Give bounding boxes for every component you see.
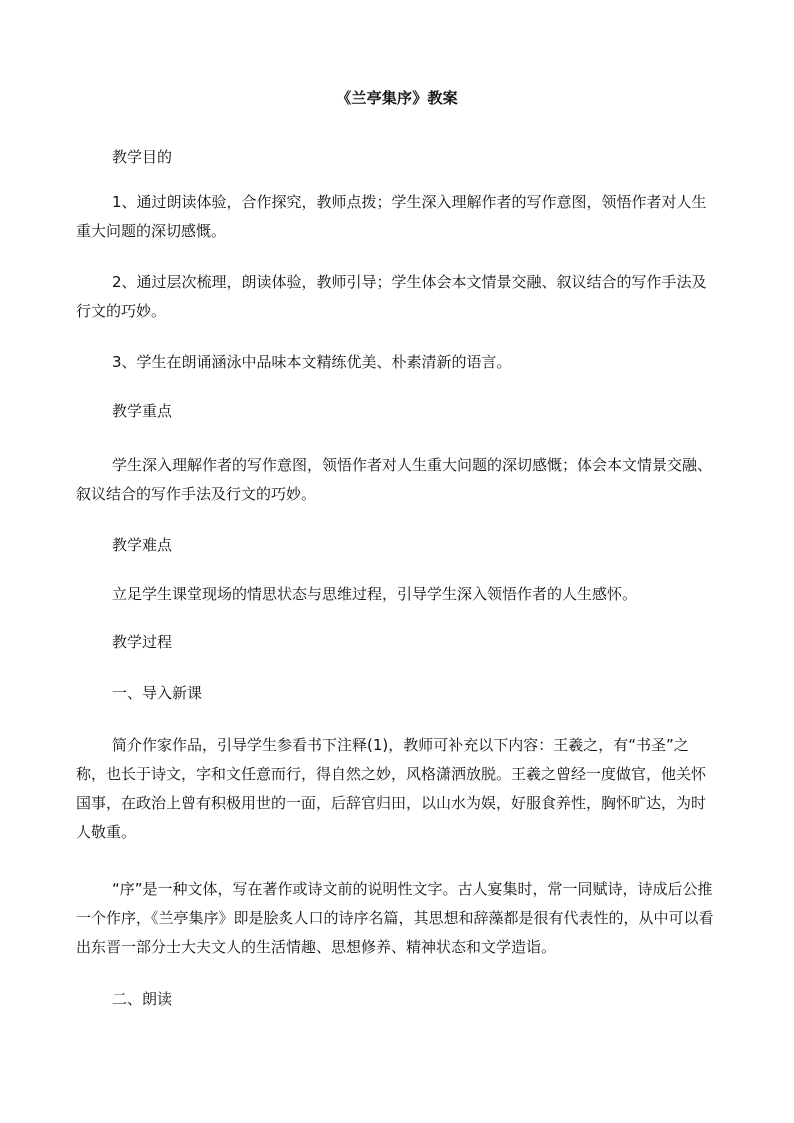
- key-points-text: 学生深入理解作者的写作意图，领悟作者对人生重大问题的深切感慨；体会本文情景交融、叙议结合的写作手法及行文的巧妙。: [76, 456, 713, 503]
- objective-3: 3、学生在朗诵涵泳中品味本文精练优美、朴素清新的语言。: [112, 353, 512, 371]
- key-points-heading: 教学重点: [112, 402, 173, 420]
- document-title: 《兰亭集序》教案: [336, 89, 458, 107]
- objectives-heading: 教学目的: [112, 148, 173, 166]
- objective-2: 2、通过层次梳理，朗读体验，教师引导；学生体会本文情景交融、叙议结合的写作手法及行文的巧妙。: [76, 273, 707, 320]
- objective-1: 1、通过朗读体验，合作探究，教师点拨；学生深入理解作者的写作意图，领悟作者对人生重大问题的深切感慨。: [76, 193, 707, 240]
- intro-paragraph-1: 简介作家作品，引导学生参看书下注释(1)，教师可补充以下内容：王羲之，有“书圣”之称，也长于诗文，字和文任意而行，得自然之妙，风格潇洒放脱。王羲之曾经一度做官，他关怀国事，在政治上曾有积极用世的一面，后辞官归田，以山水为娱，好服食养性，胸怀旷达，为时人敬重。: [76, 736, 707, 841]
- difficulty-text: 立足学生课堂现场的情思状态与思维过程，引导学生深入领悟作者的人生感怀。: [112, 585, 638, 603]
- difficulty-heading: 教学难点: [112, 536, 173, 554]
- reading-heading: 二、朗读: [112, 990, 173, 1008]
- intro-paragraph-2: “序”是一种文体，写在著作或诗文前的说明性文字。古人宴集时，常一同赋诗，诗成后公推一个作序，《兰亭集序》即是脍炙人口的诗序名篇，其思想和辞藻都是很有代表性的，从中可以看出东晋一部分士大夫文人的生活情趣、思想修养、精神状态和文学造诣。: [76, 880, 714, 956]
- process-heading: 教学过程: [112, 633, 173, 651]
- intro-heading: 一、导入新课: [112, 684, 203, 702]
